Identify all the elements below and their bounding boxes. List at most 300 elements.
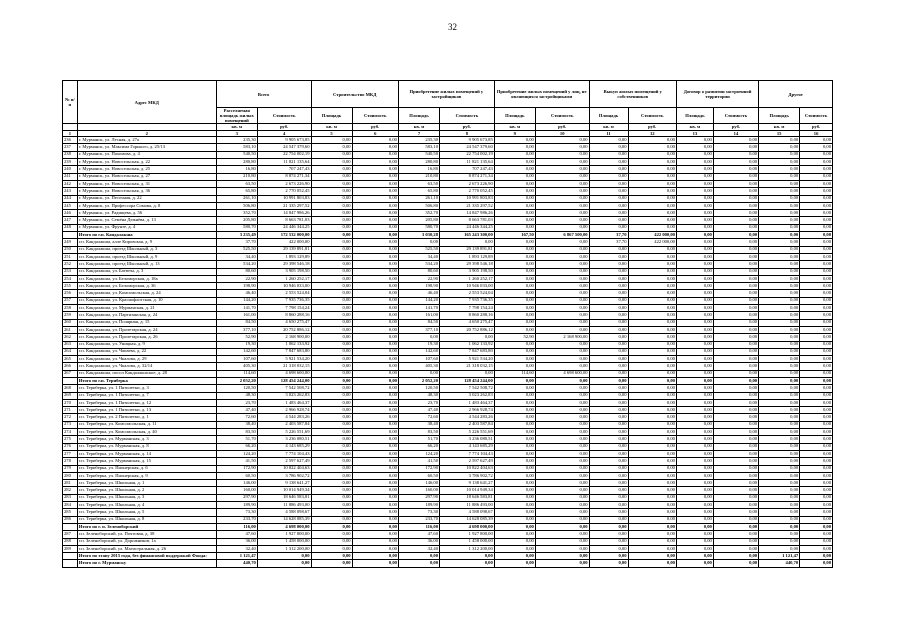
value-cell: 0,00 (713, 487, 758, 494)
subtotal-row (63, 523, 833, 530)
value-cell: 0,00 (676, 487, 713, 494)
value-cell: 0,00 (311, 421, 352, 428)
value-cell: 142,60 (216, 348, 257, 355)
value-cell: 34,40 (216, 253, 257, 260)
value-cell: 0,00 (535, 502, 589, 509)
value-cell: 11 821 135,64 (440, 159, 495, 166)
value-cell: 0,00 (713, 414, 758, 421)
value-cell: 0,00 (713, 326, 758, 333)
value-cell: 0,00 (589, 261, 628, 268)
address-cell: г.п. Кандалакша, ул. Мурманская, д. 21 (77, 305, 216, 312)
table-row (63, 545, 833, 552)
value-cell: 0,00 (759, 246, 800, 253)
value-cell: 2 052,20 (216, 377, 257, 384)
value-cell: 0,00 (494, 531, 535, 538)
value-cell: 0,00 (676, 392, 713, 399)
value-cell: 0,00 (352, 159, 398, 166)
value-cell: 0,00 (713, 560, 758, 567)
value-cell: 0,00 (589, 385, 628, 392)
value-cell: 7 542 508,72 (257, 385, 311, 392)
value-cell: 0,00 (676, 458, 713, 465)
value-cell: 0,00 (311, 502, 352, 509)
value-cell: 377,10 (216, 326, 257, 333)
value-cell: 0,00 (676, 502, 713, 509)
value-cell: 0,00 (759, 173, 800, 180)
column-number-cell: 9 (494, 130, 535, 137)
value-cell: 14 847 986,26 (257, 210, 311, 217)
value-cell: 0,00 (494, 516, 535, 523)
value-cell: 0,00 (311, 356, 352, 363)
value-cell: 0,00 (628, 224, 676, 231)
value-cell: 0,00 (628, 523, 676, 530)
value-cell: 0,00 (713, 385, 758, 392)
value-cell: 0,00 (800, 195, 833, 202)
header-cost: Стоимость (535, 108, 589, 124)
value-cell: 1 062 133,92 (440, 341, 495, 348)
value-cell: 0,00 (628, 275, 676, 282)
value-cell: 0,00 (352, 341, 398, 348)
value-cell: 0,00 (589, 414, 628, 421)
value-cell: 0,00 (311, 268, 352, 275)
address-cell: г.п. Териберка, ул. Мурманская, д. 8 (77, 443, 216, 450)
value-cell: 0,00 (676, 159, 713, 166)
value-cell: 0,00 (628, 341, 676, 348)
value-cell: 0,00 (352, 275, 398, 282)
value-cell: 0,00 (589, 443, 628, 450)
value-cell: 0,00 (352, 458, 398, 465)
value-cell: 0,00 (628, 159, 676, 166)
row-number-cell: 272 (63, 414, 78, 421)
value-cell: 0,00 (713, 151, 758, 158)
value-cell: 0,00 (800, 487, 833, 494)
value-cell: 142,60 (398, 348, 439, 355)
value-cell: 0,00 (713, 137, 758, 144)
address-cell: г.п. Кандалакша, ул. Беломорская, д. 36 (77, 283, 216, 290)
value-cell: 0,00 (759, 224, 800, 231)
address-cell: г.п. Териберка, ул. 2 Пятилетки, д. 1 (77, 414, 216, 421)
value-cell: 0,00 (311, 407, 352, 414)
address-cell: г.п. Териберка, ул. Мурманская, д. 14 (77, 450, 216, 457)
value-cell: 0,00 (676, 553, 713, 560)
value-cell: 0,00 (713, 290, 758, 297)
value-cell: 0,00 (535, 487, 589, 494)
value-cell: 0,00 (494, 151, 535, 158)
value-cell: 9 905 673,85 (257, 137, 311, 144)
value-cell: 21 318 032,15 (440, 363, 495, 370)
value-cell: 0,00 (494, 429, 535, 436)
value-cell: 146,00 (216, 480, 257, 487)
value-cell: 0,00 (676, 217, 713, 224)
resettlement-table-sheet (62, 80, 833, 568)
units-cell: руб. (352, 124, 398, 131)
value-cell: 0,00 (535, 305, 589, 312)
value-cell: 80,60 (216, 268, 257, 275)
address-cell: г.п. Кандалакша, ул. Краснофлотская, д. 10 (77, 297, 216, 304)
value-cell: 0,00 (800, 283, 833, 290)
value-cell: 0,00 (494, 341, 535, 348)
value-cell: 0,00 (628, 180, 676, 187)
address-cell: г.п. Кандалакша, ул. Полярная, д. 15 (77, 319, 216, 326)
value-cell: 0,00 (713, 195, 758, 202)
value-cell: 0,00 (311, 341, 352, 348)
address-cell: г.п. Териберка, ул. Школьная, д. 3 (77, 494, 216, 501)
value-cell: 22,90 (398, 275, 439, 282)
row-number-cell: 273 (63, 421, 78, 428)
value-cell: 4 588 098,67 (440, 509, 495, 516)
value-cell: 0,00 (676, 297, 713, 304)
value-cell: 0,00 (494, 377, 535, 384)
value-cell: 0,00 (800, 531, 833, 538)
value-cell: 0,00 (676, 356, 713, 363)
row-number-cell: 258 (63, 305, 78, 312)
value-cell: 5 226 551,69 (257, 429, 311, 436)
value-cell: 21 335 297,52 (257, 202, 311, 209)
value-cell: 144,20 (398, 297, 439, 304)
table-row (63, 399, 833, 406)
value-cell: 0,00 (352, 173, 398, 180)
units-cell: кв. м (216, 124, 257, 131)
value-cell: 120,50 (398, 385, 439, 392)
row-number-cell: 245 (63, 202, 78, 209)
table-row (63, 538, 833, 545)
address-cell: г.п. Зеленоборский, ул. Почтовая, д. 38 (77, 531, 216, 538)
value-cell: 297,90 (398, 494, 439, 501)
value-cell: 3 023 262,83 (257, 392, 311, 399)
value-cell: 0,00 (800, 305, 833, 312)
value-cell: 0,00 (628, 458, 676, 465)
value-cell: 0,00 (440, 553, 495, 560)
table-row (63, 246, 833, 253)
value-cell: 4 650 275,47 (257, 319, 311, 326)
value-cell: 0,00 (311, 399, 352, 406)
value-cell: 0,00 (311, 429, 352, 436)
row-number-cell: 261 (63, 326, 78, 333)
value-cell: 0,00 (800, 465, 833, 472)
row-number-cell (63, 232, 78, 239)
value-cell: 0,00 (713, 523, 758, 530)
value-cell: 0,00 (311, 173, 352, 180)
value-cell: 0,00 (713, 392, 758, 399)
value-cell: 0,00 (759, 326, 800, 333)
value-cell: 144,20 (216, 297, 257, 304)
value-cell: 0,00 (494, 305, 535, 312)
value-cell: 0,00 (628, 414, 676, 421)
value-cell: 0,00 (759, 523, 800, 530)
value-cell: 0,00 (713, 509, 758, 516)
value-cell: 0,00 (800, 560, 833, 567)
value-cell: 4 650 275,47 (440, 319, 495, 326)
value-cell: 83,50 (216, 429, 257, 436)
value-cell: 540,50 (398, 151, 439, 158)
value-cell: 0,00 (311, 523, 352, 530)
value-cell: 440,70 (216, 560, 257, 567)
row-number-cell: 281 (63, 480, 78, 487)
value-cell: 0,00 (311, 137, 352, 144)
row-number-cell: 265 (63, 356, 78, 363)
value-cell: 0,00 (628, 151, 676, 158)
row-number-cell: 260 (63, 319, 78, 326)
value-cell: 51,70 (398, 436, 439, 443)
value-cell: 0,00 (311, 305, 352, 312)
address-cell: Итого по г.п. Териберка (77, 377, 216, 384)
row-number-cell (63, 523, 78, 530)
row-number-cell: 270 (63, 399, 78, 406)
value-cell: 0,00 (311, 487, 352, 494)
value-cell: 0,00 (352, 472, 398, 479)
row-number-cell: 246 (63, 210, 78, 217)
value-cell: 0,00 (800, 421, 833, 428)
value-cell: 377,10 (398, 326, 439, 333)
value-cell: 23,70 (216, 399, 257, 406)
header-acquisition-non-developers: Приобретение жилых помещений у лиц, не являющихся застройщиками (494, 81, 589, 108)
value-cell: 0,00 (800, 509, 833, 516)
value-cell: 0,00 (352, 348, 398, 355)
value-cell: 422 000,00 (257, 239, 311, 246)
header-buyout: Выкуп жилых помещений у собственников (589, 81, 676, 108)
value-cell: 0,00 (713, 202, 758, 209)
value-cell: 0,00 (440, 560, 495, 567)
value-cell: 8 874 271,34 (440, 173, 495, 180)
header-other: Другое (759, 81, 833, 108)
value-cell: 0,00 (494, 443, 535, 450)
value-cell: 1 893 129,89 (257, 253, 311, 260)
value-cell: 0,00 (535, 239, 589, 246)
value-cell: 0,00 (676, 443, 713, 450)
value-cell: 0,00 (759, 239, 800, 246)
value-cell: 0,00 (628, 312, 676, 319)
value-cell: 0,00 (759, 341, 800, 348)
value-cell: 0,00 (676, 377, 713, 384)
value-cell: 0,00 (676, 436, 713, 443)
value-cell: 525,50 (398, 246, 439, 253)
value-cell: 0,00 (676, 414, 713, 421)
value-cell: 46,40 (398, 290, 439, 297)
table-row (63, 334, 833, 341)
value-cell: 80,60 (398, 268, 439, 275)
value-cell: 0,00 (352, 480, 398, 487)
value-cell: 0,00 (589, 487, 628, 494)
value-cell: 32,40 (216, 545, 257, 552)
address-cell: г.п. Кандалакша, ул. Чкалова, д. 29 (77, 356, 216, 363)
value-cell: 52,90 (494, 334, 535, 341)
value-cell: 0,00 (494, 399, 535, 406)
value-cell: 0,00 (713, 465, 758, 472)
value-cell: 0,00 (800, 326, 833, 333)
value-cell: 0,00 (628, 348, 676, 355)
value-cell: 0,00 (494, 297, 535, 304)
value-cell: 210,80 (216, 173, 257, 180)
value-cell: 0,00 (494, 137, 535, 144)
value-cell: 120,50 (216, 385, 257, 392)
value-cell: 261,10 (398, 195, 439, 202)
value-cell: 0,00 (713, 232, 758, 239)
value-cell: 1 458 000,00 (257, 538, 311, 545)
value-cell: 6 867 500,00 (535, 232, 589, 239)
value-cell: 0,00 (311, 334, 352, 341)
value-cell: 4 698 000,00 (440, 523, 495, 530)
value-cell: 0,00 (759, 348, 800, 355)
value-cell: 8 874 271,34 (257, 173, 311, 180)
value-cell: 1 927 800,00 (257, 531, 311, 538)
units-cell: руб. (628, 124, 676, 131)
value-cell: 2 770 052,45 (440, 188, 495, 195)
column-number-cell: 12 (628, 130, 676, 137)
value-cell: 235,30 (216, 137, 257, 144)
value-cell: 7 798 154,24 (440, 305, 495, 312)
value-cell: 0,00 (628, 290, 676, 297)
value-cell: 0,00 (352, 450, 398, 457)
value-cell: 0,00 (800, 210, 833, 217)
value-cell: 0,00 (494, 494, 535, 501)
value-cell: 0,00 (676, 516, 713, 523)
value-cell: 0,00 (311, 202, 352, 209)
address-cell: г.п. Териберка, ул. Школьная, д. 5 (77, 509, 216, 516)
value-cell: 0,00 (589, 553, 628, 560)
value-cell: 60,50 (216, 472, 257, 479)
units-cell: руб. (535, 124, 589, 131)
value-cell: 0,00 (713, 173, 758, 180)
value-cell: 0,00 (713, 450, 758, 457)
value-cell: 24 446 344,25 (440, 224, 495, 231)
value-cell: 114,60 (216, 370, 257, 377)
value-cell: 0,00 (676, 480, 713, 487)
value-cell: 0,00 (759, 545, 800, 552)
value-cell: 2 168 900,00 (535, 334, 589, 341)
units-cell (63, 124, 78, 131)
value-cell: 0,00 (352, 502, 398, 509)
row-number-cell: 289 (63, 545, 78, 552)
value-cell: 141,70 (216, 305, 257, 312)
value-cell: 72,60 (398, 414, 439, 421)
subtotal-row (63, 377, 833, 384)
table-row (63, 429, 833, 436)
value-cell: 1 893 129,89 (440, 253, 495, 260)
value-cell: 0,00 (494, 268, 535, 275)
value-cell: 0,00 (713, 253, 758, 260)
value-cell: 0,00 (589, 137, 628, 144)
value-cell: 0,00 (676, 429, 713, 436)
subtotal-row (63, 553, 833, 560)
value-cell: 0,00 (535, 385, 589, 392)
row-number-cell (63, 553, 78, 560)
value-cell: 0,00 (676, 151, 713, 158)
value-cell: 0,00 (628, 217, 676, 224)
column-number-cell: 4 (257, 130, 311, 137)
value-cell: 0,00 (589, 502, 628, 509)
row-number-cell: 279 (63, 465, 78, 472)
value-cell: 0,00 (628, 246, 676, 253)
value-cell: 0,00 (535, 312, 589, 319)
value-cell: 3 786 902,72 (440, 472, 495, 479)
value-cell: 0,00 (589, 144, 628, 151)
row-number-cell: 249 (63, 239, 78, 246)
value-cell: 0,00 (311, 385, 352, 392)
column-number-cell: 16 (800, 130, 833, 137)
row-number-cell: 276 (63, 443, 78, 450)
value-cell: 32,40 (398, 545, 439, 552)
value-cell: 0,00 (628, 516, 676, 523)
address-cell: г.п. Териберка, ул. Пионерская, д. 6 (77, 465, 216, 472)
value-cell: 2 966 928,74 (440, 407, 495, 414)
value-cell: 11 821 135,64 (257, 159, 311, 166)
value-cell: 0,00 (535, 509, 589, 516)
value-cell: 0,00 (759, 232, 800, 239)
value-cell: 0,00 (311, 297, 352, 304)
value-cell: 47,60 (398, 531, 439, 538)
value-cell: 0,00 (628, 144, 676, 151)
value-cell: 0,00 (800, 334, 833, 341)
value-cell: 0,00 (352, 407, 398, 414)
value-cell: 0,00 (676, 188, 713, 195)
value-cell: 0,00 (494, 465, 535, 472)
value-cell: 0,00 (759, 509, 800, 516)
value-cell: 0,00 (589, 465, 628, 472)
value-cell: 0,00 (713, 545, 758, 552)
value-cell: 107,60 (216, 356, 257, 363)
value-cell: 3 235,49 (216, 232, 257, 239)
address-cell: г. Мурманск, ул. Новосельская, д. 27 (77, 173, 216, 180)
value-cell: 0,00 (352, 217, 398, 224)
header-cost: Стоимость (713, 108, 758, 124)
row-number-cell: 242 (63, 180, 78, 187)
address-cell: г.п. Кандалакша, ул. Комсомольская, д. 24 (77, 290, 216, 297)
value-cell: 0,00 (311, 261, 352, 268)
value-cell: 3 030,28 (398, 232, 439, 239)
value-cell: 0,00 (535, 180, 589, 187)
value-cell: 0,00 (628, 538, 676, 545)
value-cell: 0,00 (589, 290, 628, 297)
value-cell: 0,00 (713, 538, 758, 545)
row-number-cell: 250 (63, 246, 78, 253)
address-cell: г. Мурманск, ул. Профессора Сомова, д. 8 (77, 202, 216, 209)
value-cell: 0,00 (352, 268, 398, 275)
value-cell: 0,00 (759, 516, 800, 523)
value-cell: 0,00 (494, 472, 535, 479)
value-cell: 0,00 (628, 261, 676, 268)
value-cell: 51,70 (216, 436, 257, 443)
value-cell: 16,80 (216, 166, 257, 173)
value-cell: 0,00 (800, 261, 833, 268)
value-cell: 0,00 (713, 144, 758, 151)
value-cell: 0,00 (494, 253, 535, 260)
value-cell: 0,00 (257, 560, 311, 567)
value-cell: 0,00 (535, 275, 589, 282)
value-cell: 0,00 (589, 246, 628, 253)
value-cell: 0,00 (800, 370, 833, 377)
value-cell: 0,00 (494, 261, 535, 268)
value-cell: 0,00 (535, 151, 589, 158)
units-cell: кв. м (676, 124, 713, 131)
value-cell: 2 673 226,90 (440, 180, 495, 187)
value-cell: 20 752 886,12 (440, 326, 495, 333)
value-cell: 7 935 736,35 (440, 297, 495, 304)
value-cell: 0,00 (352, 392, 398, 399)
value-cell: 37,70 (589, 232, 628, 239)
value-cell: 0,00 (676, 348, 713, 355)
value-cell: 3 905 198,50 (440, 268, 495, 275)
column-number-cell: 13 (676, 130, 713, 137)
value-cell: 141,70 (398, 305, 439, 312)
value-cell: 73,30 (216, 509, 257, 516)
value-cell: 0,00 (352, 516, 398, 523)
value-cell: 0,00 (676, 166, 713, 173)
value-cell: 0,00 (494, 509, 535, 516)
value-cell: 0,00 (311, 210, 352, 217)
header-area: Площадь (311, 108, 352, 124)
address-cell: Итого по г. Мурманску (77, 560, 216, 567)
value-cell: 4 544 283,26 (257, 414, 311, 421)
value-cell: 0,00 (535, 224, 589, 231)
